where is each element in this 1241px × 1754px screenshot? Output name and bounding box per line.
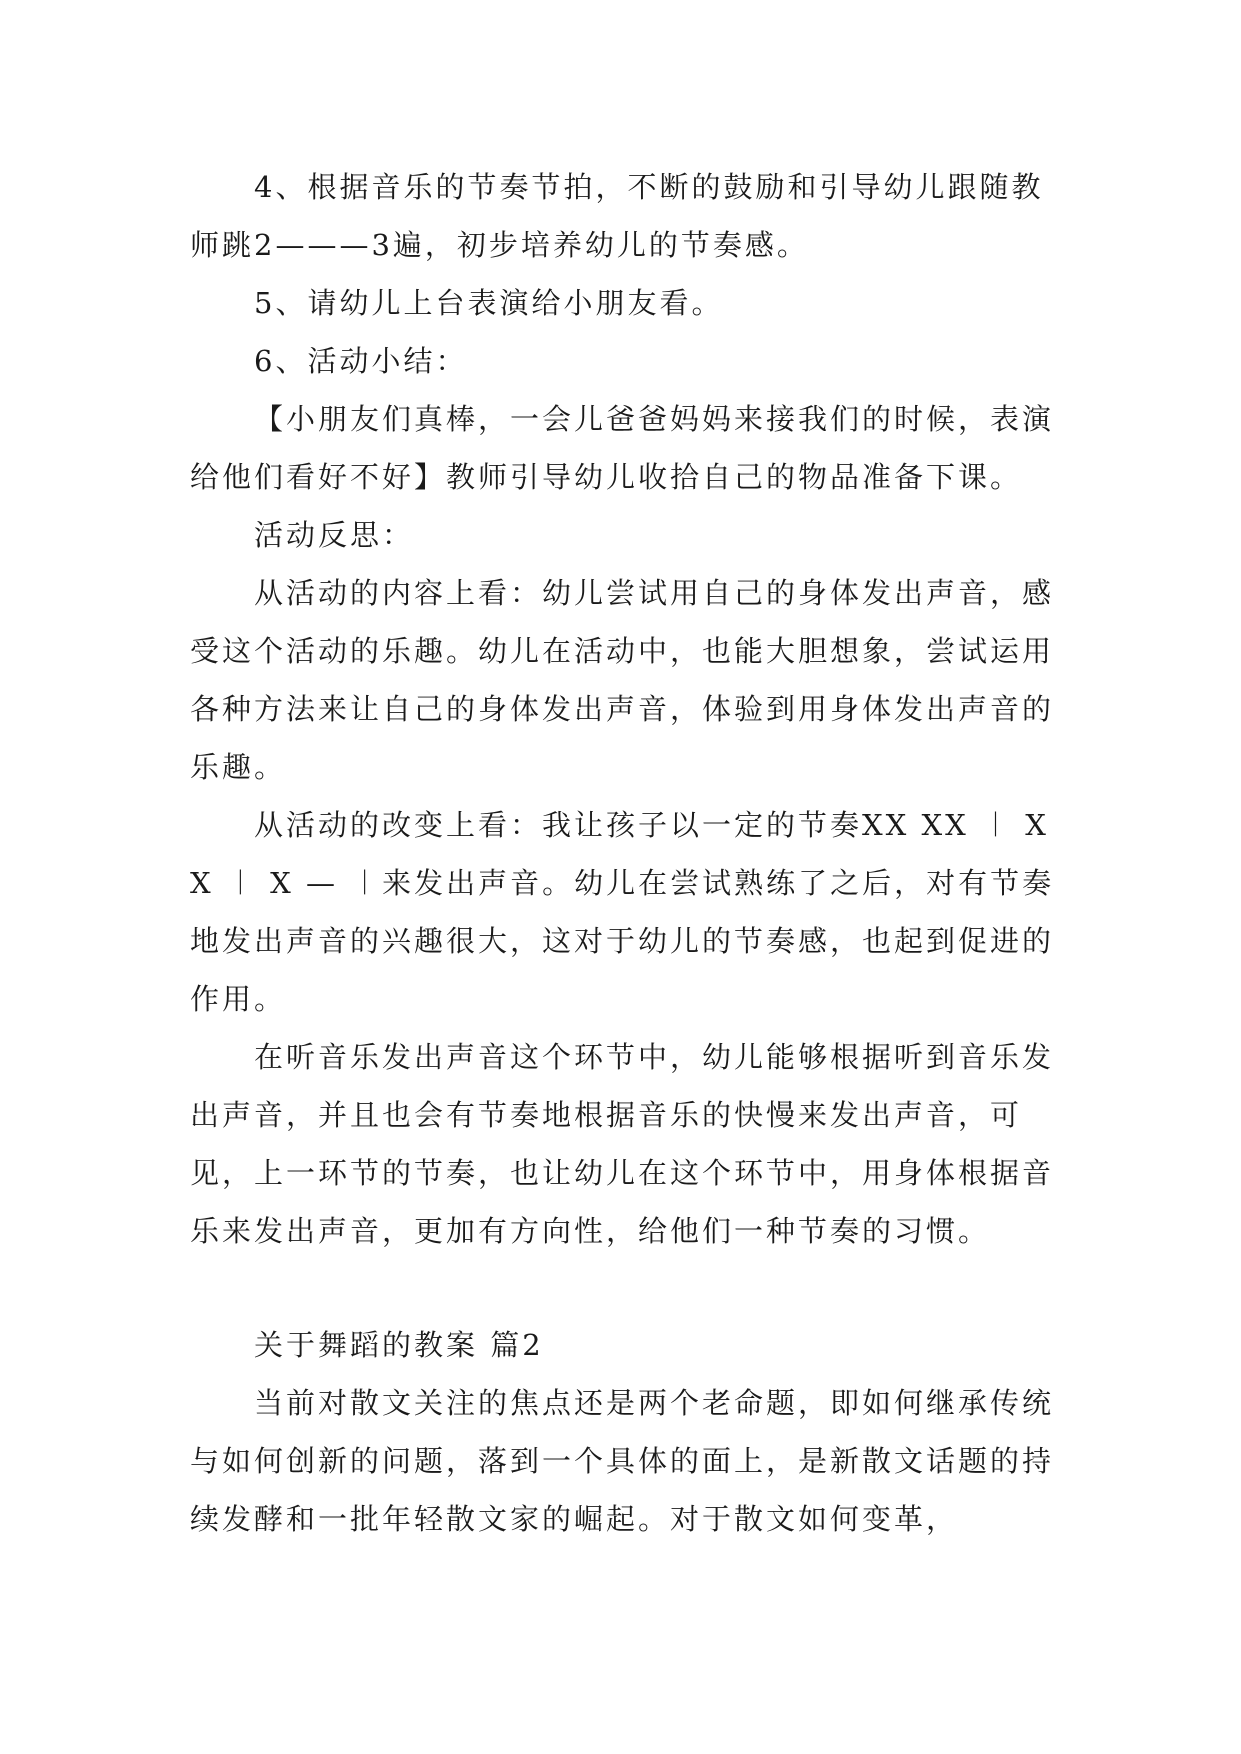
paragraph-step-6: 6、活动小结： — [254, 344, 468, 378]
paragraph-reflection-change: 从活动的改变上看：我让孩子以一定的节奏XX XX ︱ X X ︱ X — ︱来发出声音。幼儿在尝试熟练了之后，对有节奏地发出声音的兴趣很大，这对于幼儿的节奏感，也起到促进的作用。 — [190, 808, 1055, 1016]
paragraph-essay-intro: 当前对散文关注的焦点还是两个老命题，即如何继承传统与如何创新的问题，落到一个具体的面上，是新散文话题的持续发酵和一批年轻散文家的崛起。对于散文如何变革， — [190, 1386, 1055, 1536]
section-heading: 关于舞蹈的教案 篇2 — [254, 1328, 544, 1362]
section-gap — [190, 1260, 1060, 1316]
paragraph-reflection-music: 在听音乐发出声音这个环节中，幼儿能够根据听到音乐发出声音，并且也会有节奏地根据音乐的快慢来发出声音，可见，上一环节的节奏，也让幼儿在这个环节中，用身体根据音乐来发出声音，更加有方向性，给他们一种节奏的习惯。 — [190, 1040, 1055, 1248]
paragraph-step-5: 5、请幼儿上台表演给小朋友看。 — [254, 286, 724, 320]
document-body — [190, 158, 1060, 1548]
paragraph-summary-quote: 【小朋友们真棒，一会儿爸爸妈妈来接我们的时候，表演给他们看好不好】教师引导幼儿收拾自己的物品准备下课。 — [190, 402, 1055, 494]
paragraph-step-4: 4、根据音乐的节奏节拍，不断的鼓励和引导幼儿跟随教师跳2———3遍，初步培养幼儿的节奏感。 — [190, 170, 1044, 262]
paragraph-reflection-heading: 活动反思： — [254, 518, 415, 552]
paragraph-reflection-content: 从活动的内容上看：幼儿尝试用自己的身体发出声音，感受这个活动的乐趣。幼儿在活动中，也能大胆想象，尝试运用各种方法来让自己的身体发出声音，体验到用身体发出声音的乐趣。 — [190, 576, 1055, 784]
